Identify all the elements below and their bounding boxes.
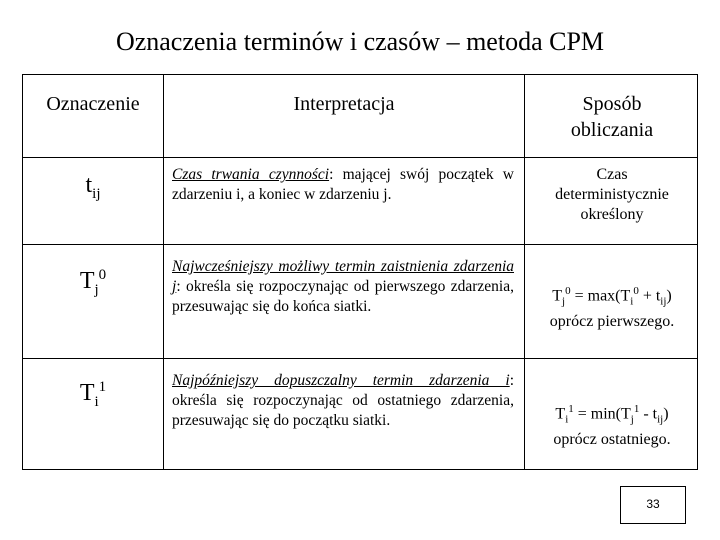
formula-part: T (552, 287, 563, 305)
formula-part: + t (638, 287, 661, 305)
header-line: obliczania (570, 119, 654, 141)
formula-sub: i (565, 413, 569, 426)
symbol-base: T (79, 268, 95, 294)
row-divider (23, 358, 697, 359)
calculation-method (525, 281, 699, 332)
symbol-superscript: 1 (98, 379, 107, 395)
calc-line: określony (580, 206, 644, 223)
formula-sub: i (630, 295, 634, 308)
formula-sub: j (562, 295, 566, 308)
symbol-subscript: j (94, 281, 99, 298)
formula-part: = min(T (573, 405, 631, 423)
row-divider (23, 244, 697, 245)
formula-sub: ij (660, 295, 667, 308)
formula-part: T (555, 405, 566, 423)
interpretation-text (164, 165, 524, 205)
formula-part: = max(T (570, 287, 631, 305)
formula-sup: 0 (633, 285, 639, 297)
page-number: 33 (646, 497, 660, 511)
symbol-superscript: 0 (98, 267, 107, 283)
calc-line: deterministycznie (555, 186, 669, 203)
header-oznaczenie: Oznaczenie (46, 93, 140, 115)
formula-sub: ij (657, 413, 664, 426)
formula-part: - t (639, 405, 658, 423)
calc-line: Czas (596, 166, 628, 183)
calculation-method (525, 165, 699, 225)
term-description: : mającej swój początek w zdarzeniu i, a koniec w zdarzeniu j. (172, 166, 514, 203)
calc-line: oprócz ostatniego. (553, 430, 671, 448)
symbol-tij (23, 171, 163, 208)
symbol-subscript: ij (92, 185, 101, 202)
row-divider (23, 157, 697, 158)
symbol-Tj0 (23, 261, 163, 304)
symbol-Ti1 (23, 373, 163, 416)
term-description: : określa się rozpoczynając od ostatniego zdarzenia, przesuwając się do początku siatki. (172, 372, 514, 429)
calc-formula (525, 281, 699, 312)
symbol-base: T (79, 380, 95, 406)
formula-sup: 0 (565, 285, 571, 297)
formula-sup: 1 (633, 403, 640, 415)
term-highlight: Czas trwania czynności (172, 166, 330, 183)
term-highlight: Najpóźniejszy dopuszczalny termin zdarzenia i (172, 372, 510, 389)
terms-table (22, 74, 698, 470)
formula-part: ) (666, 287, 672, 305)
interpretation-text (164, 371, 524, 431)
term-highlight: Najwcześniejszy możliwy termin zaistnienia zdarzenia j (172, 258, 514, 295)
header-line: Sposób (582, 93, 642, 115)
formula-sup: 1 (568, 403, 574, 415)
header-interpretacja: Interpretacja (293, 93, 395, 115)
calc-line: oprócz pierwszego. (549, 312, 675, 330)
header-sposob-obliczania (525, 91, 699, 143)
symbol-base: t (85, 172, 93, 198)
slide-title: Oznaczenia terminów i czasów – metoda CPM (115, 27, 605, 56)
calculation-method (525, 399, 699, 450)
interpretation-text (164, 257, 524, 317)
formula-part: ) (663, 405, 669, 423)
page-number-box (620, 486, 686, 524)
term-description: : określa się rozpoczynając od pierwszego zdarzenia, przesuwając się do końca siatki. (172, 278, 514, 315)
calc-formula (525, 399, 699, 430)
formula-sub: j (630, 413, 634, 426)
symbol-subscript: i (94, 393, 99, 410)
